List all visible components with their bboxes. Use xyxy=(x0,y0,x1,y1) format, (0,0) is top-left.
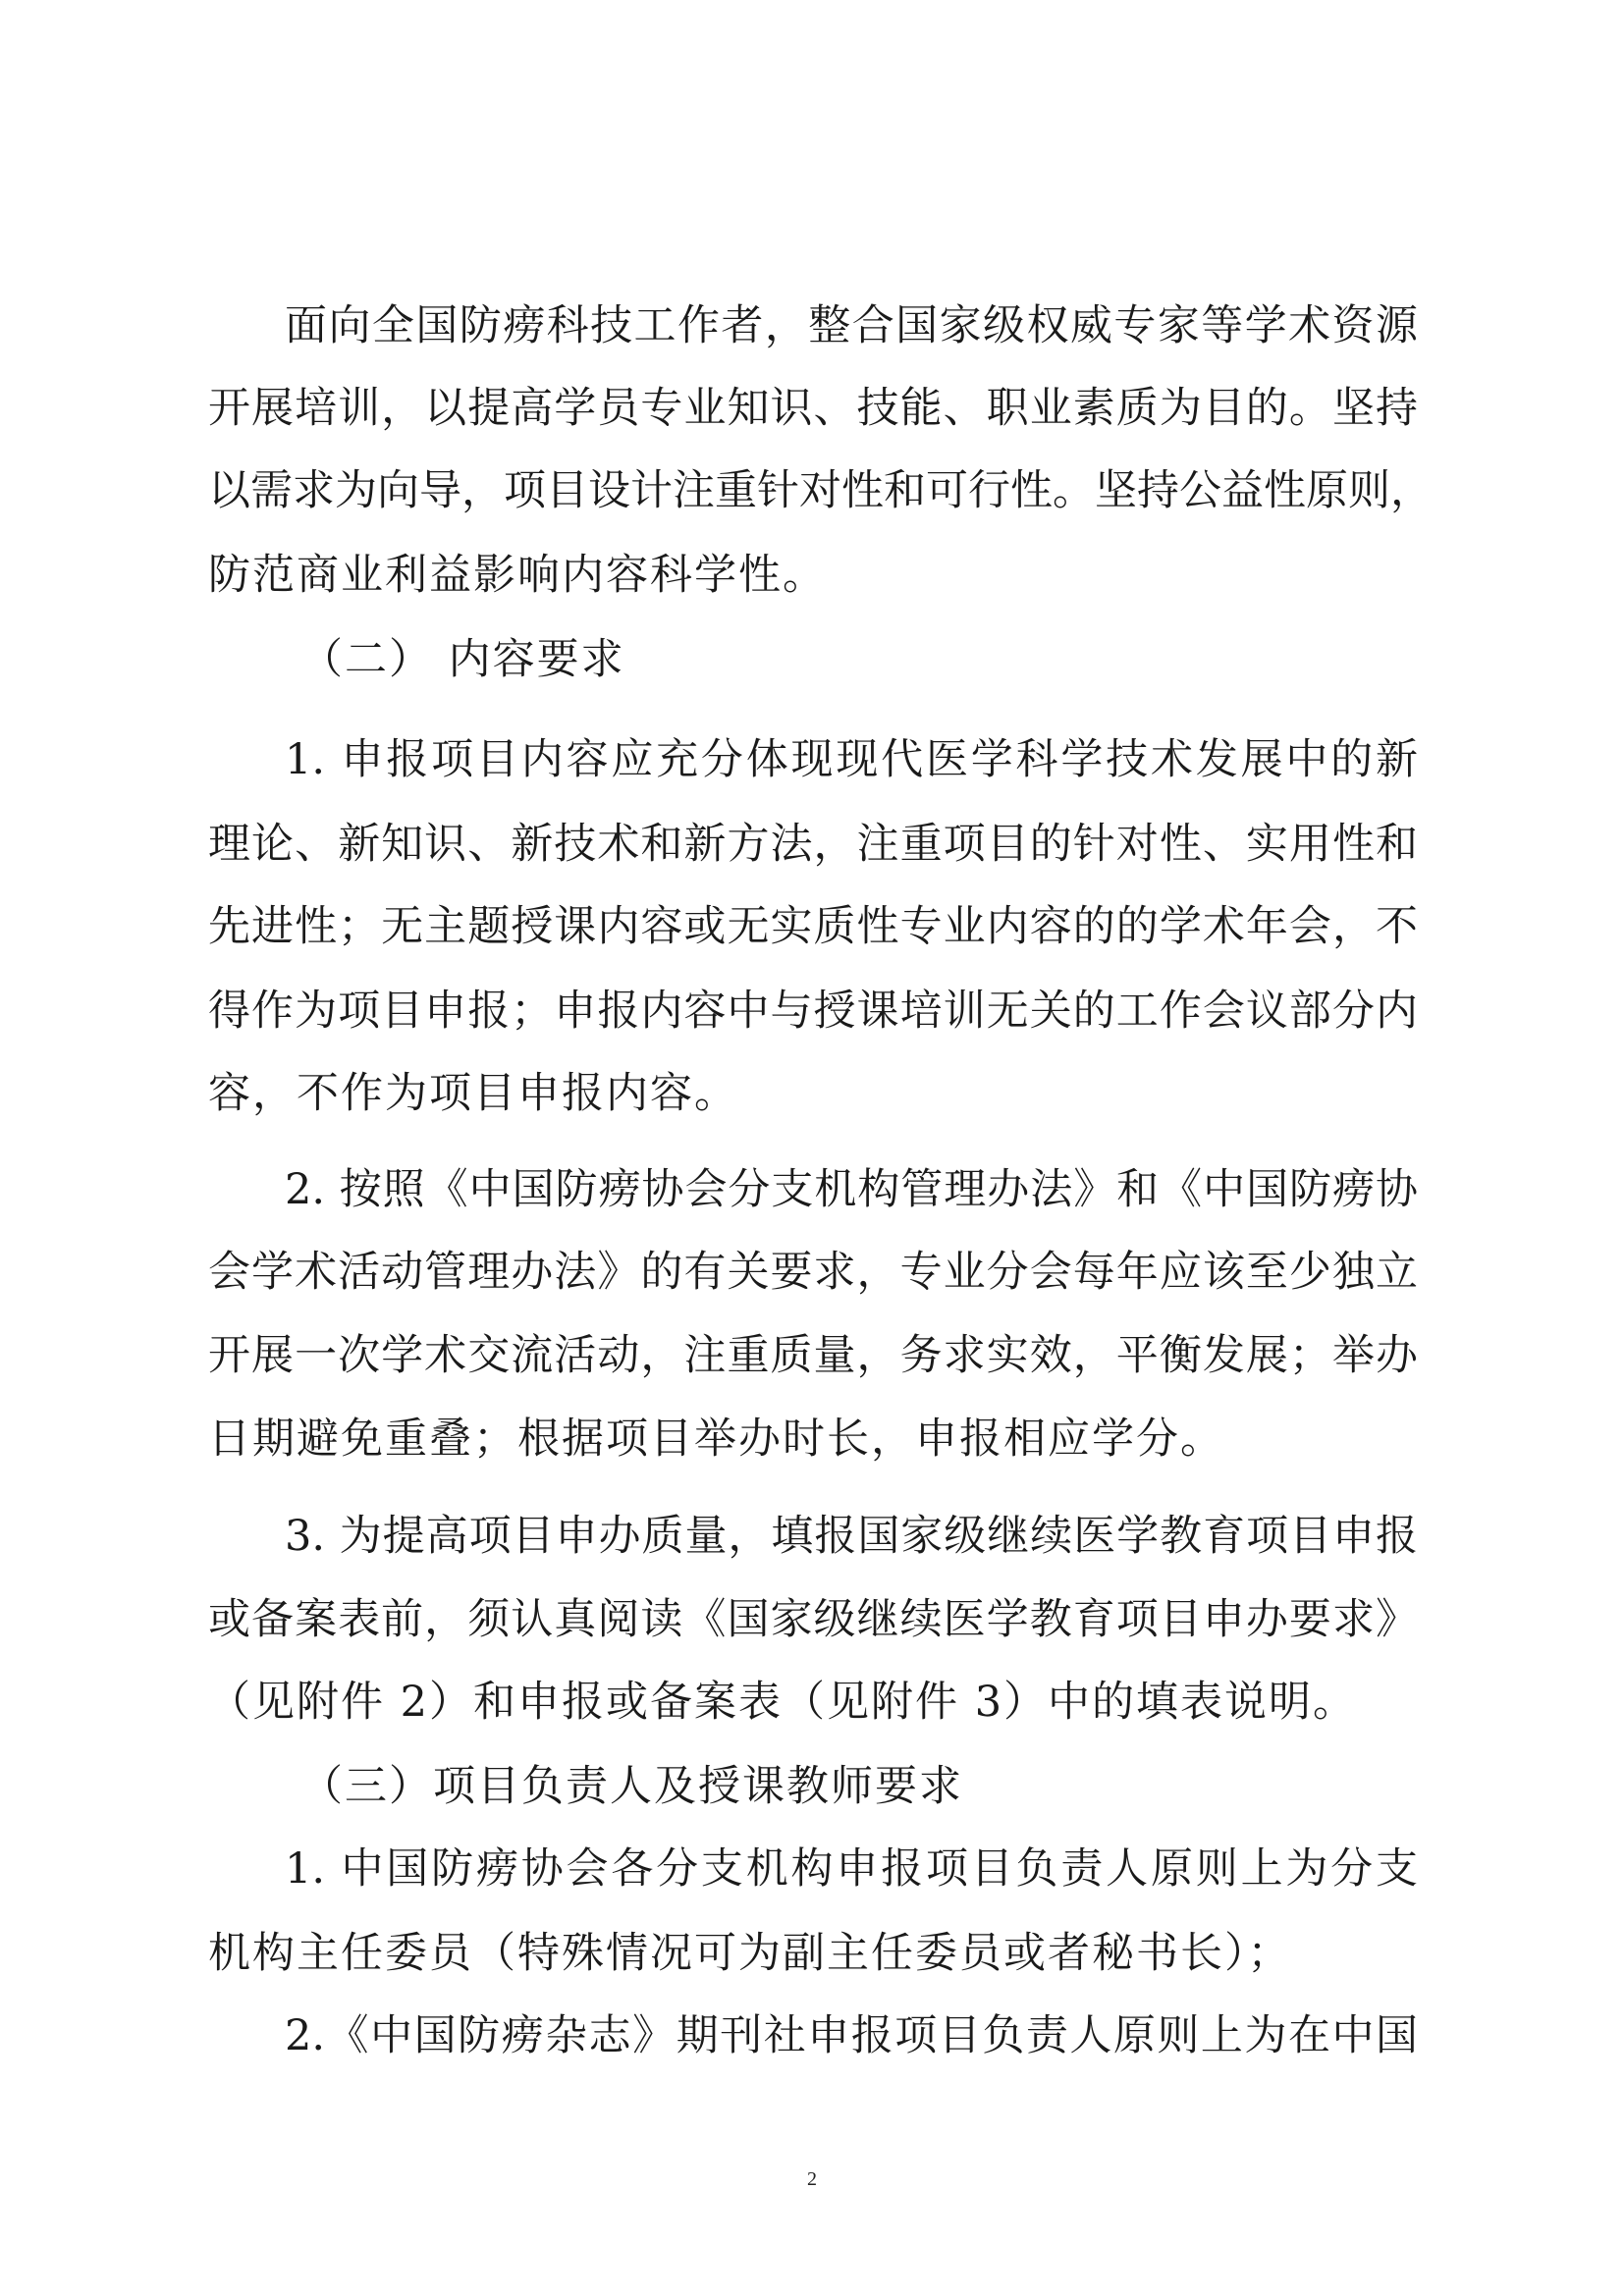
paragraph-2-2-line-1: 2. 按照《中国防痨协会分支机构管理办法》和《中国防痨协 xyxy=(285,1165,1418,1214)
page-number: 2 xyxy=(807,2168,817,2190)
paragraph-2-1-line-4: 得作为项目申报；申报内容中与授课培训无关的工作会议部分内 xyxy=(208,987,1418,1036)
paragraph-2-1-line-3: 先进性；无主题授课内容或无实质性专业内容的的学术年会，不 xyxy=(208,902,1418,951)
section-heading-3: （三）项目负责人及授课教师要求 xyxy=(300,1762,963,1811)
paragraph-2-1-line-1: 1. 申报项目内容应充分体现现代医学科学技术发展中的新 xyxy=(285,735,1418,784)
paragraph-1-line-4: 防范商业利益影响内容科学性。 xyxy=(208,551,827,600)
paragraph-1-line-2: 开展培训，以提高学员专业知识、技能、职业素质为目的。坚持 xyxy=(208,384,1418,433)
paragraph-1-line-3: 以需求为向导，项目设计注重针对性和可行性。坚持公益性原则， xyxy=(208,466,1433,515)
paragraph-2-3-line-1: 3. 为提高项目申办质量，填报国家级继续医学教育项目申报 xyxy=(285,1512,1418,1561)
paragraph-2-2-line-4: 日期避免重叠；根据项目举办时长，申报相应学分。 xyxy=(208,1415,1224,1464)
paragraph-2-2-line-2: 会学术活动管理办法》的有关要求，专业分会每年应该至少独立 xyxy=(208,1248,1418,1297)
paragraph-2-3-line-3: （见附件 2）和申报或备案表（见附件 3）中的填表说明。 xyxy=(208,1678,1358,1727)
paragraph-2-1-line-2: 理论、新知识、新技术和新方法，注重项目的针对性、实用性和 xyxy=(208,820,1418,869)
paragraph-1-line-1: 面向全国防痨科技工作者，整合国家级权威专家等学术资源 xyxy=(285,301,1418,350)
paragraph-2-1-line-5: 容，不作为项目申报内容。 xyxy=(208,1069,738,1118)
paragraph-3-1-line-1: 1. 中国防痨协会各分支机构申报项目负责人原则上为分支 xyxy=(285,1844,1418,1894)
paragraph-2-2-line-3: 开展一次学术交流活动，注重质量，务求实效，平衡发展；举办 xyxy=(208,1331,1418,1380)
paragraph-3-1-line-2: 机构主任委员（特殊情况可为副主任委员或者秘书长）； xyxy=(208,1929,1292,1978)
paragraph-3-2-line-1: 2.《中国防痨杂志》期刊社申报项目负责人原则上为在中国 xyxy=(285,2011,1418,2060)
section-heading-2: （二） 内容要求 xyxy=(300,635,625,684)
paragraph-2-3-line-2: 或备案表前，须认真阅读《国家级继续医学教育项目申办要求》 xyxy=(208,1595,1418,1644)
